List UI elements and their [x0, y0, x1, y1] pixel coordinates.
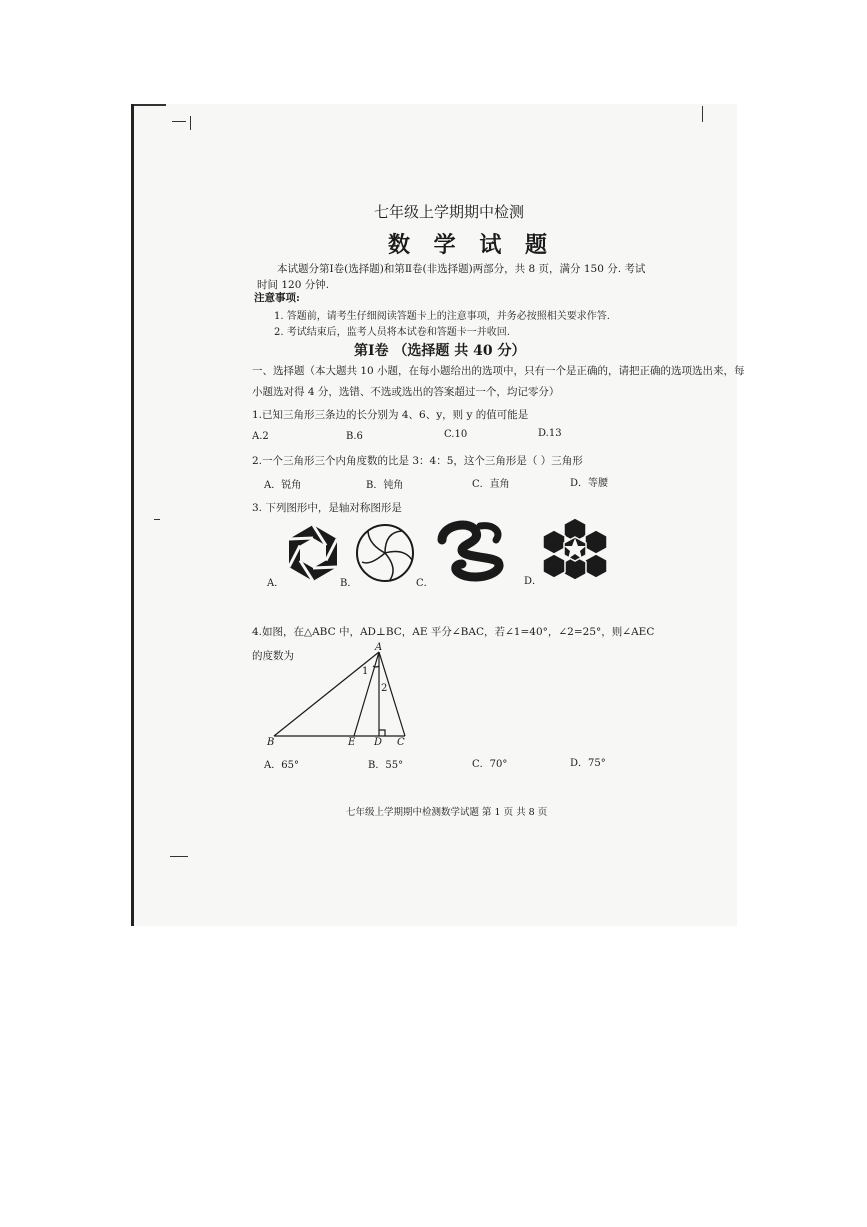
question-stem: 的度数为	[252, 650, 294, 662]
figure-b-pinwheel-circle	[354, 522, 416, 584]
option: D．等腰	[570, 478, 609, 489]
option: C．70°	[472, 759, 508, 770]
vertex-label-b: B	[267, 737, 275, 748]
angle-label-2: 2	[381, 683, 388, 694]
page-footer: 七年级上学期期中检测数学试题 第 1 页 共 8 页	[346, 807, 548, 818]
option: B.6	[346, 431, 363, 442]
scanned-exam-page	[131, 104, 745, 926]
question-stem: 3. 下列图形中，是轴对称图形是	[252, 502, 402, 514]
figure-d-hexagon-star	[540, 516, 610, 582]
option: D.13	[538, 428, 562, 439]
exam-title: 七年级上学期期中检测	[374, 203, 525, 221]
question-stem: 4.如图，在△ABC 中，AD⊥BC，AE 平分∠BAC，若∠1=40°，∠2=25°，则∠AEC	[252, 626, 655, 638]
notice-heading: 注意事项:	[254, 292, 300, 304]
option: C.10	[444, 429, 468, 440]
scan-corner-mark	[154, 519, 160, 520]
option: A．锐角	[264, 480, 302, 491]
option: C．	[416, 578, 434, 589]
vertex-label-c: C	[397, 737, 405, 748]
option: C．直角	[472, 479, 510, 490]
option: A．65°	[264, 760, 299, 771]
option: A．	[267, 578, 285, 589]
option: B．钝角	[366, 480, 404, 491]
scan-corner-mark	[190, 116, 191, 130]
section-instructions: 一、选择题（本大题共 10 小题，在每小题给出的选项中，只有一个是正确的，请把正确的选项选出来，每小题选对得 4 分，选错、不选或选出的答案超过一个，均记零分）	[252, 365, 745, 398]
question-stem: 1.已知三角形三条边的长分别为 4、6、y，则 y 的值可能是	[252, 409, 529, 421]
option: B．55°	[368, 760, 404, 771]
intro-line: 时间 120 分钟.	[257, 279, 330, 291]
option: B．	[340, 578, 358, 589]
vertex-label-a: A	[375, 642, 383, 653]
option: D．75°	[570, 758, 606, 769]
intro-line: 本试题分第Ⅰ卷(选择题)和第Ⅱ卷(非选择题)两部分，共 8 页，满分 150 分. 考试	[277, 263, 646, 275]
scan-corner-mark	[702, 106, 703, 122]
notice-item: 1. 答题前，请考生仔细阅读答题卡上的注意事项，并务必按照相关要求作答.	[274, 311, 610, 322]
subject-title: 数 学 试 题	[388, 232, 555, 258]
question-stem: 2.一个三角形三个内角度数的比是 3：4：5，这个三角形是（ ）三角形	[252, 455, 583, 467]
section-title: 第Ⅰ卷 （选择题 共 40 分）	[354, 343, 526, 359]
exam-intro	[257, 261, 645, 293]
vertex-label-e: E	[348, 737, 356, 748]
scan-corner-mark	[134, 104, 166, 106]
option: D．	[524, 576, 543, 587]
angle-label-1: 1	[362, 666, 369, 677]
figure-a-hexagon-swirl	[282, 522, 344, 584]
scan-corner-mark	[172, 121, 186, 122]
figure-c-s-knot	[432, 518, 508, 582]
scan-corner-mark	[170, 856, 188, 857]
vertex-label-d: D	[374, 737, 383, 748]
notice-item: 2. 考试结束后，监考人员将本试卷和答题卡一并收回.	[274, 327, 510, 338]
option: A.2	[252, 431, 269, 442]
